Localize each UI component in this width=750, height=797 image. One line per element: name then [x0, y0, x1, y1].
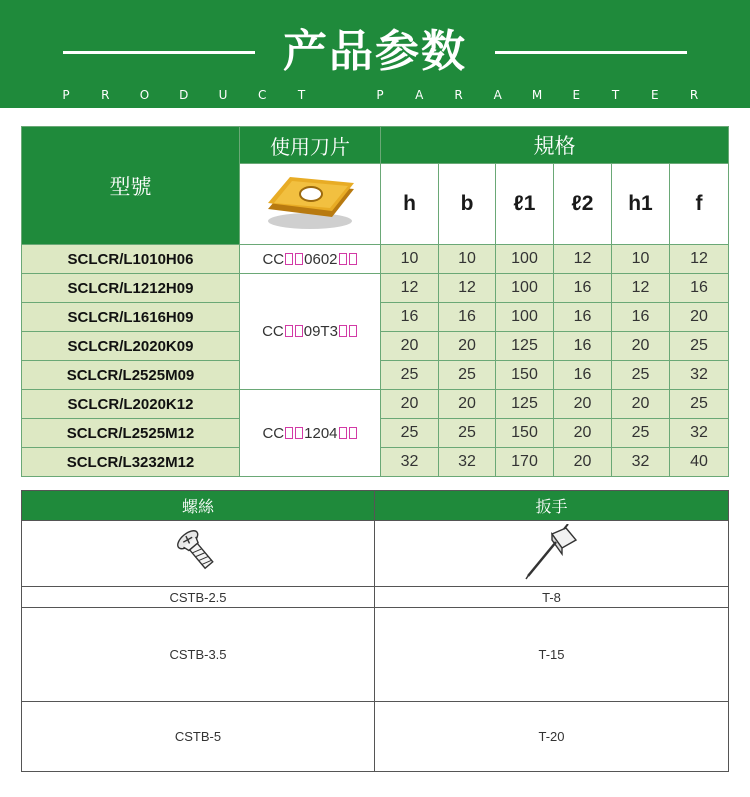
value-cell: 25	[439, 419, 496, 448]
subtitle-letter: D	[179, 88, 189, 102]
column-header-h: h	[381, 164, 439, 245]
subtitle-letter: T	[297, 88, 306, 102]
value-cell: 20	[381, 390, 439, 419]
value-cell: 100	[496, 303, 554, 332]
value-cell: 12	[612, 274, 670, 303]
screw-icon	[173, 527, 223, 577]
carbide-insert-icon	[260, 169, 360, 235]
value-cell: 16	[554, 361, 612, 390]
value-cell: 32	[612, 448, 670, 477]
column-header-b: b	[439, 164, 496, 245]
value-cell: 150	[496, 361, 554, 390]
placeholder-box	[349, 253, 357, 265]
subtitle-letter: E	[650, 88, 659, 102]
placeholder-box	[285, 325, 293, 337]
value-cell: 25	[439, 361, 496, 390]
blade-code-cell	[240, 245, 381, 274]
table-row	[22, 390, 729, 419]
value-cell: 10	[439, 245, 496, 274]
column-header-l1: ℓ1	[496, 164, 554, 245]
spec-header: 規格	[381, 127, 729, 164]
value-cell: 32	[670, 361, 729, 390]
value-cell: 170	[496, 448, 554, 477]
blade-code: 0602	[304, 250, 338, 268]
value-cell: 20	[381, 332, 439, 361]
value-cell: 125	[496, 390, 554, 419]
model-cell: SCLCR/L1212H09	[22, 274, 240, 303]
placeholder-box	[349, 325, 357, 337]
value-cell: 16	[612, 303, 670, 332]
value-cell: 10	[381, 245, 439, 274]
subtitle-letter: M	[531, 88, 543, 102]
screw-code-cell: CSTB-5	[22, 702, 375, 772]
subtitle-letter: R	[101, 88, 110, 102]
value-cell: 16	[554, 303, 612, 332]
model-cell: SCLCR/L2020K09	[22, 332, 240, 361]
value-cell: 25	[670, 390, 729, 419]
model-cell: SCLCR/L2020K12	[22, 390, 240, 419]
subtitle-letter: E	[572, 88, 581, 102]
value-cell: 12	[670, 245, 729, 274]
column-header-l2: ℓ2	[554, 164, 612, 245]
model-cell: SCLCR/L2525M09	[22, 361, 240, 390]
value-cell: 150	[496, 419, 554, 448]
model-header: 型號	[22, 127, 240, 245]
column-header-h1: h1	[612, 164, 670, 245]
placeholder-box	[295, 253, 303, 265]
value-cell: 32	[439, 448, 496, 477]
placeholder-box	[295, 427, 303, 439]
value-cell: 20	[554, 448, 612, 477]
subtitle-letter: R	[454, 88, 463, 102]
value-cell: 16	[554, 332, 612, 361]
value-cell: 25	[612, 361, 670, 390]
value-cell: 25	[670, 332, 729, 361]
table-row	[22, 274, 729, 303]
subtitle-letter: A	[493, 88, 502, 102]
model-cell: SCLCR/L2525M12	[22, 419, 240, 448]
page-subtitle	[60, 88, 700, 102]
value-cell: 20	[554, 419, 612, 448]
wrench-header: 扳手	[375, 491, 729, 521]
insert-image-cell	[240, 164, 381, 245]
blade-prefix: CC	[262, 323, 284, 340]
wrench-code-cell: T-8	[375, 587, 729, 608]
blade-prefix: CC	[262, 250, 285, 268]
subtitle-gap	[335, 88, 347, 102]
screw-image-cell	[22, 521, 375, 587]
screw-header: 螺絲	[22, 491, 375, 521]
model-cell: SCLCR/L3232M12	[22, 448, 240, 477]
subtitle-letter: O	[139, 88, 150, 102]
header-rule-right	[495, 51, 687, 54]
value-cell: 20	[439, 390, 496, 419]
value-cell: 25	[612, 419, 670, 448]
value-cell: 40	[670, 448, 729, 477]
header-banner	[0, 0, 750, 108]
column-header-f: f	[670, 164, 729, 245]
value-cell: 20	[439, 332, 496, 361]
value-cell: 20	[612, 390, 670, 419]
placeholder-box	[339, 325, 347, 337]
value-cell: 16	[554, 274, 612, 303]
value-cell: 12	[381, 274, 439, 303]
model-cell: SCLCR/L1010H06	[22, 245, 240, 274]
value-cell: 20	[554, 390, 612, 419]
value-cell: 25	[381, 361, 439, 390]
wrench-image-cell	[375, 521, 729, 587]
parameter-table	[21, 126, 729, 477]
wrench-code-cell: T-20	[375, 702, 729, 772]
subtitle-letter: P	[376, 88, 384, 102]
placeholder-box	[285, 427, 293, 439]
value-cell: 32	[381, 448, 439, 477]
value-cell: 10	[612, 245, 670, 274]
placeholder-box	[339, 427, 347, 439]
subtitle-letter: U	[218, 88, 228, 102]
screw-code-cell: CSTB-2.5	[22, 587, 375, 608]
value-cell: 100	[496, 245, 554, 274]
blade-code: 09T3	[303, 323, 338, 340]
screw-code-cell: CSTB-3.5	[22, 608, 375, 702]
placeholder-box	[285, 253, 293, 265]
placeholder-box	[295, 325, 303, 337]
value-cell: 20	[612, 332, 670, 361]
torx-wrench-icon	[522, 524, 582, 580]
subtitle-letter: A	[415, 88, 424, 102]
value-cell: 25	[381, 419, 439, 448]
placeholder-box	[349, 427, 357, 439]
value-cell: 16	[381, 303, 439, 332]
subtitle-letter: C	[258, 88, 267, 102]
value-cell: 16	[439, 303, 496, 332]
blade-code: 1204	[304, 424, 338, 442]
wrench-code-cell: T-15	[375, 608, 729, 702]
subtitle-letter: T	[611, 88, 620, 102]
blade-prefix: CC	[262, 424, 285, 442]
value-cell: 12	[554, 245, 612, 274]
value-cell: 20	[670, 303, 729, 332]
blade-code-cell	[240, 274, 381, 390]
subtitle-letter: P	[62, 88, 70, 102]
blade-header: 使用刀片	[240, 127, 381, 164]
value-cell: 16	[670, 274, 729, 303]
model-cell: SCLCR/L1616H09	[22, 303, 240, 332]
placeholder-box	[339, 253, 347, 265]
accessories-table	[21, 490, 729, 772]
value-cell: 100	[496, 274, 554, 303]
value-cell: 12	[439, 274, 496, 303]
value-cell: 125	[496, 332, 554, 361]
header-rule-left	[63, 51, 255, 54]
blade-code-cell	[240, 390, 381, 477]
subtitle-letter: R	[689, 88, 699, 102]
value-cell: 32	[670, 419, 729, 448]
table-row	[22, 245, 729, 274]
page-title: 产品参数	[283, 26, 467, 77]
